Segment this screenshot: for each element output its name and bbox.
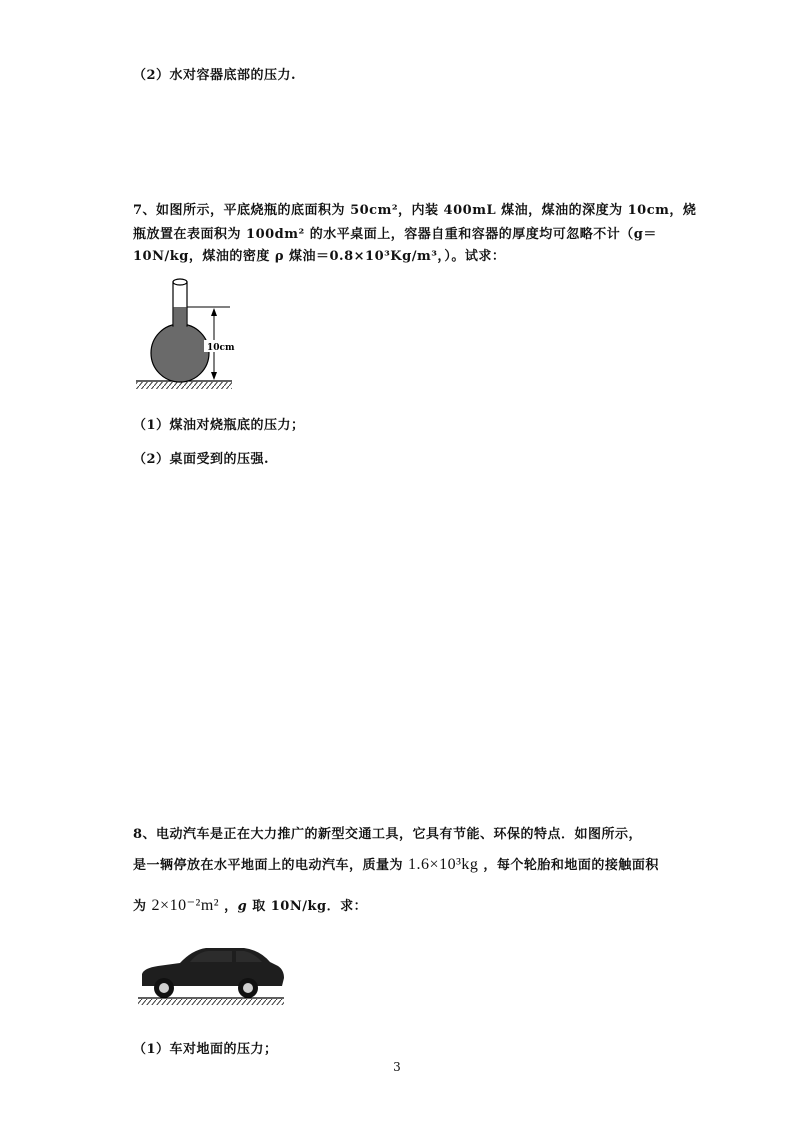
q8-line1: 8、电动汽车是正在大力推广的新型交通工具，它具有节能、环保的特点．如图所示， bbox=[133, 827, 643, 842]
page-number: 3 bbox=[393, 1060, 401, 1074]
q8-g-symbol: g bbox=[237, 899, 248, 914]
q8-area-value: 2×10⁻²m² bbox=[151, 897, 220, 914]
q6-sub2: （2）水对容器底部的压力. bbox=[133, 68, 297, 83]
q8-mass-value: 1.6×10³kg bbox=[408, 856, 479, 873]
q7-intro-line3: 10N/kg，煤油的密度 ρ 煤油＝0.8×10³Kg/m³，）。试求： bbox=[133, 249, 506, 264]
q7-intro-line1: 7、如图所示，平底烧瓶的底面积为 50cm²，内装 400mL 煤油，煤油的深度为 10cm，烧 bbox=[133, 203, 697, 218]
q8-line2-suffix: ，每个轮胎和地面的接触面积 bbox=[483, 858, 659, 873]
q8-line2 bbox=[133, 854, 659, 874]
q7-sub2: （2）桌面受到的压强. bbox=[133, 452, 270, 467]
q8-line3-suffix: 取 10N/kg．求： bbox=[252, 899, 368, 914]
q7-sub1: （1）煤油对烧瓶底的压力； bbox=[133, 418, 305, 433]
q7-intro-line2: 瓶放置在表面积为 100dm² 的水平桌面上，容器自重和容器的厚度均可忽略不计（g＝ bbox=[133, 227, 657, 242]
q8-line2-prefix: 是一辆停放在水平地面上的电动汽车，质量为 bbox=[133, 858, 404, 873]
flask-figure bbox=[134, 272, 244, 396]
q8-line3: 为 2×10⁻²m² ，g 取 10N/kg．求： bbox=[133, 897, 368, 914]
car-figure bbox=[136, 940, 286, 1006]
flask-depth-label: 10cm bbox=[207, 343, 235, 353]
q8-sub1: （1）车对地面的压力； bbox=[133, 1042, 278, 1057]
q8-line3-prefix: 为 bbox=[133, 899, 147, 914]
